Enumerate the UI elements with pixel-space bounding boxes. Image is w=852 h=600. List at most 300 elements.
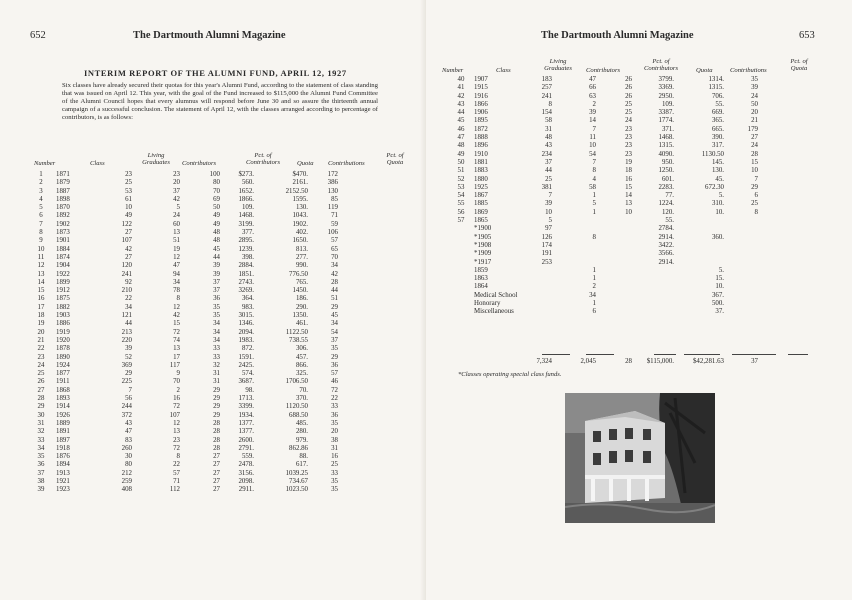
table-cell: 39 [751, 84, 758, 92]
table-cell: 50 [751, 100, 758, 108]
table-cell: 1866 [474, 100, 488, 108]
table-cell: 1039.25 [285, 469, 308, 477]
table-cell: 457. [295, 353, 308, 361]
table-cell: 1890 [56, 353, 70, 361]
table-cell: 29 [213, 411, 220, 419]
table-cell: 25 [625, 100, 632, 108]
table-row [28, 320, 338, 328]
table-cell: 31 [37, 419, 45, 427]
table-row [28, 237, 338, 245]
table-cell: 94 [173, 270, 180, 278]
table-cell: 1346. [238, 320, 254, 328]
table-cell: 1650. [292, 237, 308, 245]
table-cell: 172 [327, 171, 338, 178]
table-cell: 990. [295, 262, 308, 270]
table-cell: 10 [125, 204, 132, 212]
table-cell: 3399. [238, 403, 254, 411]
table-cell: 55. [715, 100, 724, 108]
table-cell: 3566. [658, 250, 674, 258]
table-cell: 665. [711, 125, 724, 133]
table-cell: 72 [173, 328, 180, 336]
table-cell: 12 [173, 419, 180, 427]
table-cell: 72 [173, 444, 180, 452]
table-cell: 20 [751, 109, 758, 117]
table-cell: 16 [37, 295, 45, 303]
table-cell: 52 [457, 175, 465, 183]
table-row [450, 84, 758, 92]
table-cell: 107 [121, 237, 132, 245]
table-row [450, 283, 758, 291]
table-cell: 1902. [292, 220, 308, 228]
table-cell: 1315. [658, 142, 674, 150]
table-cell: 130 [327, 187, 338, 195]
table-cell: 54 [589, 150, 596, 158]
table-cell: 58 [545, 117, 552, 125]
table-cell: 27 [213, 461, 220, 469]
table-cell: 1911 [56, 378, 70, 386]
table-cell: 310. [711, 200, 724, 208]
col-header-number: Number [34, 160, 56, 167]
table-cell [596, 234, 632, 242]
table-cell: 4 [592, 175, 596, 183]
table-cell: 28 [213, 436, 220, 444]
table-cell: 28 [331, 278, 338, 286]
table-cell: 34 [589, 291, 596, 299]
table-cell: 7 [128, 386, 132, 394]
table-cell: 12 [173, 303, 180, 311]
table-cell: 12 [37, 262, 45, 270]
table-cell: 1239. [238, 245, 254, 253]
table-cell: 183 [541, 76, 552, 83]
table-row [450, 167, 758, 175]
table-cell: 17 [173, 353, 180, 361]
table-cell [674, 225, 724, 233]
col-header-contributors-r: Contributors [586, 67, 621, 74]
table-cell: $470. [292, 171, 308, 178]
table-cell: 57 [331, 237, 338, 245]
col-header-contributions: Contributions [328, 160, 365, 167]
table-cell: 35 [331, 419, 338, 427]
table-row [450, 126, 758, 134]
col-header-quota-r: Quota [696, 67, 713, 74]
table-cell: 1888 [474, 134, 488, 142]
table-cell: 92 [125, 278, 132, 286]
table-cell: 3 [39, 187, 43, 195]
table-cell: 1925 [474, 183, 488, 191]
table-cell: 1893 [56, 395, 70, 403]
table-cell: 4090. [658, 150, 674, 158]
table-cell: 31 [331, 444, 338, 452]
table-cell: 10 [545, 208, 552, 216]
table-row [28, 221, 338, 229]
table-cell [632, 267, 674, 275]
table-row [28, 204, 338, 212]
table-cell: 1450. [292, 287, 308, 295]
table-cell: 1880 [474, 175, 488, 183]
table-cell: 1377. [238, 428, 254, 436]
table-cell: 31 [213, 378, 220, 386]
table-cell: 36 [37, 461, 45, 469]
table-row [450, 225, 758, 233]
table-cell: 28 [213, 444, 220, 452]
table-cell: 1652. [238, 187, 254, 195]
table-row [28, 453, 338, 461]
table-cell: 107 [169, 411, 180, 419]
table-cell: 85 [331, 195, 338, 203]
table-row [28, 312, 338, 320]
table-cell: 26 [37, 378, 45, 386]
table-cell: 461. [295, 320, 308, 328]
table-cell: 280. [295, 428, 308, 436]
table-cell: 408 [121, 486, 132, 494]
table-cell [526, 308, 552, 316]
table-cell: 130. [295, 204, 308, 212]
table-cell: 24 [625, 117, 632, 125]
table-cell: 2 [592, 100, 596, 108]
table-cell: 1934. [238, 411, 254, 419]
table-cell: 42 [173, 312, 180, 320]
total-cell: 37 [751, 358, 758, 365]
table-cell: 179 [747, 125, 758, 133]
table-cell: 27 [213, 486, 220, 494]
table-cell: 80 [213, 179, 220, 187]
table-cell: 50 [457, 158, 465, 166]
table-cell: 24 [37, 361, 45, 369]
table-cell: 39 [589, 109, 596, 117]
col-header-contributions-r: Contributions [730, 67, 767, 74]
table-row [28, 428, 338, 436]
table-cell: 2743. [238, 278, 254, 286]
table-row [28, 188, 338, 196]
table-cell: 8 [548, 100, 552, 108]
total-rule-pct [654, 354, 676, 355]
table-cell [724, 217, 758, 225]
table-cell: 10. [715, 283, 724, 291]
table-cell: 44 [457, 109, 465, 117]
table-cell: 3422. [658, 241, 674, 249]
table-cell: 738.55 [289, 336, 308, 344]
table-cell: 120. [661, 208, 674, 216]
table-cell: 1891 [56, 428, 70, 436]
table-cell: 32 [213, 361, 220, 369]
col-header-quota: Quota [297, 160, 314, 167]
table-row [450, 93, 758, 101]
table-cell: 1895 [474, 117, 488, 125]
table-cell: *1900 [474, 225, 492, 233]
table-row [28, 262, 338, 270]
intro-paragraph: Six classes have already secured their quotas for this year's Alumni Fund, according to the statement of class standing that was issued on April 12. This year, with the goal of the Fund increased to $115,000 the Alumni Fund Committee of the Alumni Council hopes that every alumnus will respond before June 30 and so assure the thirteenth annual campaign of a successful conclusion. The statement of April 12, with the classes arranged according to percentage of contributors, is as follows: [62, 82, 378, 122]
table-cell: 13 [173, 428, 180, 436]
table-cell: 117 [169, 361, 180, 369]
table-cell: 8 [176, 453, 180, 461]
table-cell: 7 [39, 220, 43, 228]
table-cell: 69 [213, 195, 220, 203]
table-row [450, 184, 758, 192]
table-cell: 46 [457, 125, 465, 133]
table-row [28, 212, 338, 220]
table-cell: 120 [121, 262, 132, 270]
table-row [450, 76, 758, 84]
table-row [28, 271, 338, 279]
table-cell: 44 [331, 287, 338, 295]
table-cell: 1903 [56, 312, 70, 320]
table-cell: 2600. [238, 436, 254, 444]
table-cell: 29 [213, 403, 220, 411]
table-cell: 31 [213, 370, 220, 378]
table-cell: 2914. [658, 233, 674, 241]
table-cell: 1922 [56, 270, 70, 278]
table-cell [674, 259, 724, 267]
table-cell: 42 [331, 270, 338, 278]
table-cell: 57 [331, 370, 338, 378]
table-cell: 21 [751, 117, 758, 125]
table-cell [596, 250, 632, 258]
table-cell: 44 [125, 320, 132, 328]
total-cell: $115,000. [646, 358, 674, 365]
page-number-right: 653 [799, 30, 815, 41]
table-row [450, 300, 758, 308]
table-cell: 53 [125, 187, 132, 195]
table-cell: 2791. [238, 444, 254, 452]
table-cell: *1905 [474, 233, 492, 241]
table-cell: 259 [121, 477, 132, 485]
table-cell [450, 225, 472, 233]
table-cell: 1377. [238, 419, 254, 427]
table-cell: 16 [331, 453, 338, 461]
table-cell: 15 [173, 320, 180, 328]
table-cell: 23 [173, 171, 180, 178]
table-cell: 121 [121, 312, 132, 320]
col-header-pct-contrib-r: Pct. of Contributors [643, 58, 679, 73]
table-row [450, 267, 758, 275]
table-cell: 1122.50 [285, 328, 308, 336]
table-cell: 83 [125, 436, 132, 444]
table-cell: 1884 [56, 245, 70, 253]
table-cell: 1914 [56, 403, 70, 411]
table-cell: 1713. [238, 395, 254, 403]
table-cell: 47 [589, 76, 596, 83]
table-cell: 1774. [658, 117, 674, 125]
table-cell: 72 [173, 403, 180, 411]
table-cell: 386 [327, 179, 338, 187]
table-cell [632, 275, 674, 283]
table-cell [526, 267, 552, 275]
table-cell: 65 [331, 245, 338, 253]
table-cell: 6 [39, 212, 43, 220]
table-cell: 22 [173, 461, 180, 469]
table-cell: 260 [121, 444, 132, 452]
table-cell: 10 [37, 245, 45, 253]
table-cell: 3015. [238, 312, 254, 320]
table-cell: 20 [331, 428, 338, 436]
table-cell: 27 [37, 386, 45, 394]
table-cell: 80 [125, 461, 132, 469]
table-cell: 27 [125, 229, 132, 237]
table-cell: 317. [711, 142, 724, 150]
table-row [28, 378, 338, 386]
table-cell: 14 [625, 192, 632, 200]
table-cell: 1863 [474, 275, 488, 283]
table-cell: 42 [457, 92, 465, 100]
total-cell: 28 [625, 358, 632, 365]
table-cell: 43 [125, 419, 132, 427]
table-cell: Miscellaneous [474, 308, 514, 316]
table-cell: 48 [213, 237, 220, 245]
table-cell: 3799. [658, 76, 674, 83]
table-cell: 3387. [658, 109, 674, 117]
table-cell: 37 [173, 187, 180, 195]
table-cell: 225 [121, 378, 132, 386]
table-cell: 1591. [238, 353, 254, 361]
table-cell: 1877 [56, 370, 70, 378]
table-cell: 42 [125, 245, 132, 253]
table-cell: 14 [589, 117, 596, 125]
table-row [28, 478, 338, 486]
table-cell: 37 [213, 278, 220, 286]
table-cell: 8 [39, 229, 43, 237]
table-cell: 1866. [238, 195, 254, 203]
table-cell [724, 292, 758, 300]
total-rule-contrib [586, 354, 614, 355]
table-cell: *1908 [474, 241, 492, 249]
table-cell: 186. [295, 295, 308, 303]
table-cell: 370. [295, 395, 308, 403]
table-cell: 98. [245, 386, 254, 394]
table-cell: 1916 [474, 92, 488, 100]
table-cell: 38 [331, 436, 338, 444]
total-rule-living [542, 354, 570, 355]
table-cell: 3687. [238, 378, 254, 386]
table-cell: 1871 [56, 171, 70, 178]
table-cell: 32 [37, 428, 45, 436]
table-cell: 559. [241, 453, 254, 461]
table-cell: 1875 [56, 295, 70, 303]
table-cell: 377. [241, 229, 254, 237]
table-cell: 1921 [56, 477, 70, 485]
table-cell: 44 [213, 253, 220, 261]
table-cell [450, 234, 472, 242]
table-cell: $273. [238, 171, 254, 178]
table-cell: 27 [213, 453, 220, 461]
table-cell: 49 [125, 212, 132, 220]
table-cell: 27 [213, 469, 220, 477]
table-cell [632, 292, 674, 300]
table-cell: 31 [545, 125, 552, 133]
table-row [28, 395, 338, 403]
table-cell: 47 [125, 428, 132, 436]
table-cell: 57 [173, 469, 180, 477]
table-cell: 27 [751, 134, 758, 142]
table-cell: 234 [541, 150, 552, 158]
table-cell [596, 242, 632, 250]
table-cell [526, 292, 552, 300]
table-cell: 34 [37, 444, 45, 452]
table-cell: 27 [125, 253, 132, 261]
table-row [450, 159, 758, 167]
table-cell: 14 [37, 278, 45, 286]
table-cell [724, 267, 758, 275]
table-cell: 1886 [56, 320, 70, 328]
table-cell: 1983. [238, 336, 254, 344]
table-cell: 48 [213, 229, 220, 237]
table-cell: 1894 [56, 461, 70, 469]
table-row [28, 295, 338, 303]
building-illustration [565, 393, 715, 523]
table-cell: 24 [751, 142, 758, 150]
table-cell: 26 [625, 84, 632, 92]
table-row [450, 142, 758, 150]
table-cell: 601. [661, 175, 674, 183]
col-header-class-r: Class [496, 67, 511, 74]
table-cell: 776.50 [289, 270, 308, 278]
table-cell [526, 275, 552, 283]
table-cell: 25 [331, 461, 338, 469]
table-cell: 126 [541, 233, 552, 241]
table-cell: 2911. [238, 486, 254, 494]
table-cell: 112 [169, 486, 180, 494]
table-row [450, 134, 758, 142]
table-cell: 813. [295, 245, 308, 253]
table-cell: 1 [592, 275, 596, 283]
table-cell [552, 250, 596, 258]
table-cell: 7 [548, 192, 552, 200]
table-cell: 1904 [56, 262, 70, 270]
table-cell: 560. [241, 179, 254, 187]
total-cell: 7,324 [536, 358, 552, 365]
table-cell [450, 267, 472, 275]
class-standing-table-right [450, 76, 758, 317]
table-row [28, 486, 338, 494]
table-cell: 15 [751, 158, 758, 166]
table-cell: 48 [545, 134, 552, 142]
table-cell: 1902 [56, 220, 70, 228]
table-cell [674, 250, 724, 258]
table-cell: 1906 [474, 109, 488, 117]
table-cell: 34 [173, 278, 180, 286]
table-cell: 369 [121, 361, 132, 369]
table-cell: 10 [625, 208, 632, 216]
table-cell: 1595. [292, 195, 308, 203]
table-cell: 325. [295, 370, 308, 378]
table-cell: 2283. [658, 183, 674, 191]
table-cell: 2950. [658, 92, 674, 100]
table-cell: 49 [457, 150, 465, 158]
table-cell: 45 [457, 117, 465, 125]
table-row [28, 403, 338, 411]
table-cell: 22 [331, 395, 338, 403]
table-cell: 212 [121, 469, 132, 477]
table-cell: 1889 [56, 419, 70, 427]
table-cell: 1350. [292, 312, 308, 320]
table-cell: 11 [589, 134, 596, 142]
table-cell: 1865 [474, 217, 488, 225]
table-cell: 765. [295, 278, 308, 286]
table-cell: 2884. [238, 262, 254, 270]
table-cell: 1468. [238, 212, 254, 220]
table-row [28, 229, 338, 237]
table-cell: 45 [331, 312, 338, 320]
table-cell: 306. [295, 345, 308, 353]
table-cell: 1023.50 [285, 486, 308, 494]
table-cell: 360. [711, 233, 724, 241]
table-row [450, 250, 758, 258]
table-cell [596, 267, 632, 275]
table-cell [596, 217, 632, 225]
table-cell: 56 [457, 208, 465, 216]
table-cell: 18 [625, 167, 632, 175]
table-cell: 70 [173, 378, 180, 386]
table-cell: 36 [331, 361, 338, 369]
